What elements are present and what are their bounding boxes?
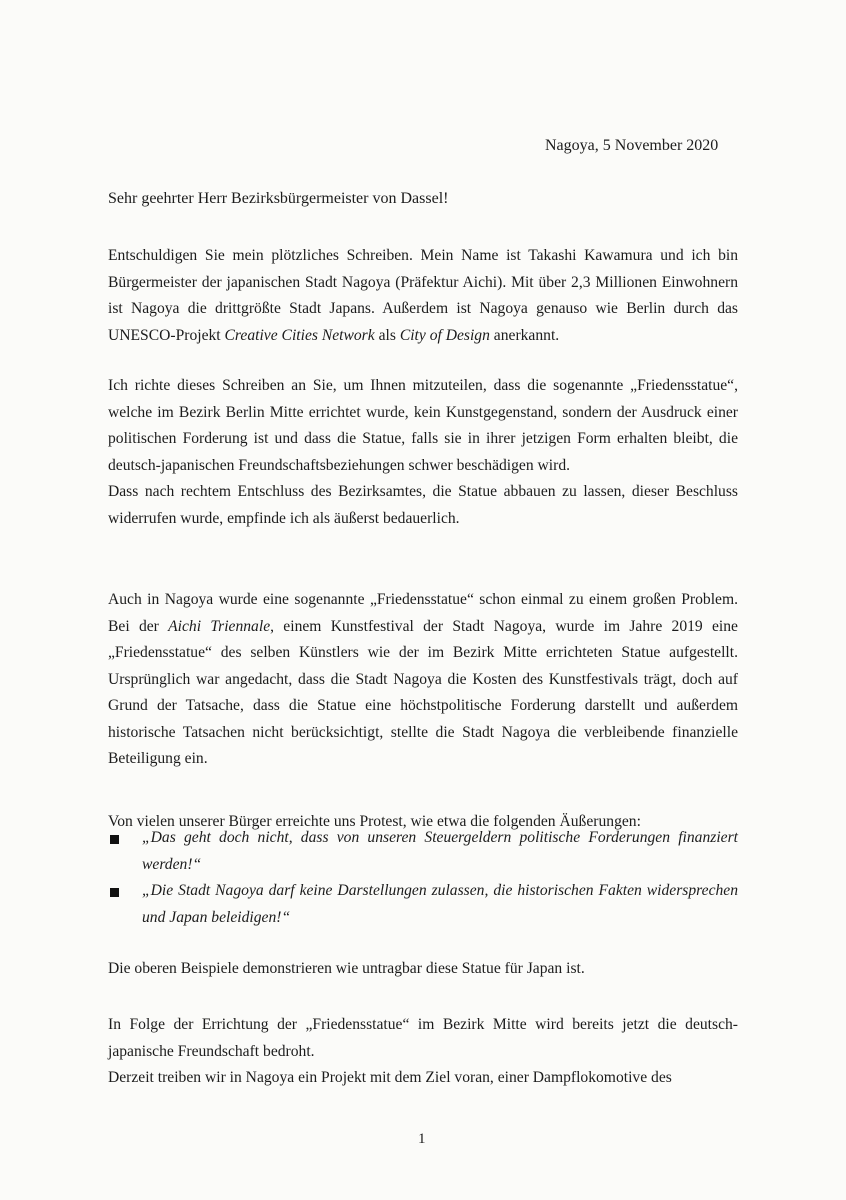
paragraph-introduction <box>108 243 738 349</box>
statue-text-2: Dass nach rechtem Entschluss des Bezirksamtes, die Statue abbauen zu lassen, dieser Beschluss widerrufen wurde, empfinde ich als äußerst bedauerlich. <box>108 483 738 527</box>
square-bullet-icon <box>110 835 119 844</box>
quote-item <box>108 878 738 931</box>
program-name: Creative Cities Network <box>224 326 375 344</box>
paragraph-friendship <box>108 1012 738 1092</box>
paragraph-untragbar: Die oberen Beispiele demonstrieren wie untragbar diese Statue für Japan ist. <box>108 960 585 977</box>
square-bullet-icon <box>110 888 119 897</box>
salutation: Sehr geehrter Herr Bezirksbürgermeister von Dassel! <box>108 190 449 207</box>
friendship-text: In Folge der Errichtung der „Friedensstatue“ im Bezirk Mitte wird bereits jetzt die deutsch-japanische Freundschaft bedroht. <box>108 1016 738 1060</box>
intro-text-2: als <box>374 326 400 344</box>
nagoya-text-2: , einem Kunstfestival der Stadt Nagoya, wurde im Jahre 2019 eine „Friedensstatue“ des selben Künstlers wie der im Bezirk Mitte errichteten Statue aufgestellt. Ursprünglich war angedacht, dass die Stadt Nagoya die Kosten des Kunstfestivals trägt, doch auf Grund der Tatsache, dass die Statue eine höchstpolitische Forderung darstellt und außerdem historische Tatsachen nicht berücksichtigt, stellte die Stadt Nagoya die verbleibende finanzielle Beteiligung ein. <box>108 617 738 767</box>
quotes-intro: Von vielen unserer Bürger erreichte uns Protest, wie etwa die folgenden Äußerungen: <box>108 813 641 830</box>
letter-date: Nagoya, 5 November 2020 <box>545 137 719 154</box>
intro-text: Entschuldigen Sie mein plötzliches Schreiben. Mein Name ist Takashi Kawamura und ich bin Bürgermeister der japanischen Stadt Nagoya (Präfektur Aichi). Mit über 2,3 Millionen Einwohnern ist Nagoya die drittgrößte Stadt Japans. Außerdem ist Nagoya genauso wie Berlin durch das UNESCO-Projekt <box>108 247 738 344</box>
quote-text: „Die Stadt Nagoya darf keine Darstellungen zulassen, die historischen Fakten widersprechen und Japan beleidigen!“ <box>142 882 738 926</box>
quote-text: „Das geht doch nicht, dass von unseren Steuergeldern politische Forderungen finanziert werden!“ <box>142 829 738 873</box>
friendship-text-2: Derzeit treiben wir in Nagoya ein Projekt mit dem Ziel voran, einer Dampflokomotive des <box>108 1069 672 1086</box>
statue-text: Ich richte dieses Schreiben an Sie, um Ihnen mitzuteilen, dass die sogenannte „Friedensstatue“, welche im Bezirk Berlin Mitte errichtet wurde, kein Kunstgegenstand, sondern der Ausdruck einer politischen Forderung ist und dass die Statue, falls sie in ihrer jetzigen Form erhalten bleibt, die deutsch-japanischen Freundschaftsbeziehungen schwer beschädigen wird. <box>108 377 738 474</box>
designation-name: City of Design <box>399 326 490 344</box>
paragraph-statue <box>108 373 738 532</box>
nagoya-text: Auch in Nagoya wurde eine sogenannte „Friedensstatue“ schon einmal zu einem großen Problem. Bei der <box>108 591 738 635</box>
festival-name: Aichi Triennale <box>168 617 271 635</box>
intro-text-3: anerkannt. <box>489 326 560 344</box>
quote-item <box>108 825 738 878</box>
paragraph-nagoya <box>108 587 738 773</box>
page-number: 1 <box>418 1131 426 1147</box>
